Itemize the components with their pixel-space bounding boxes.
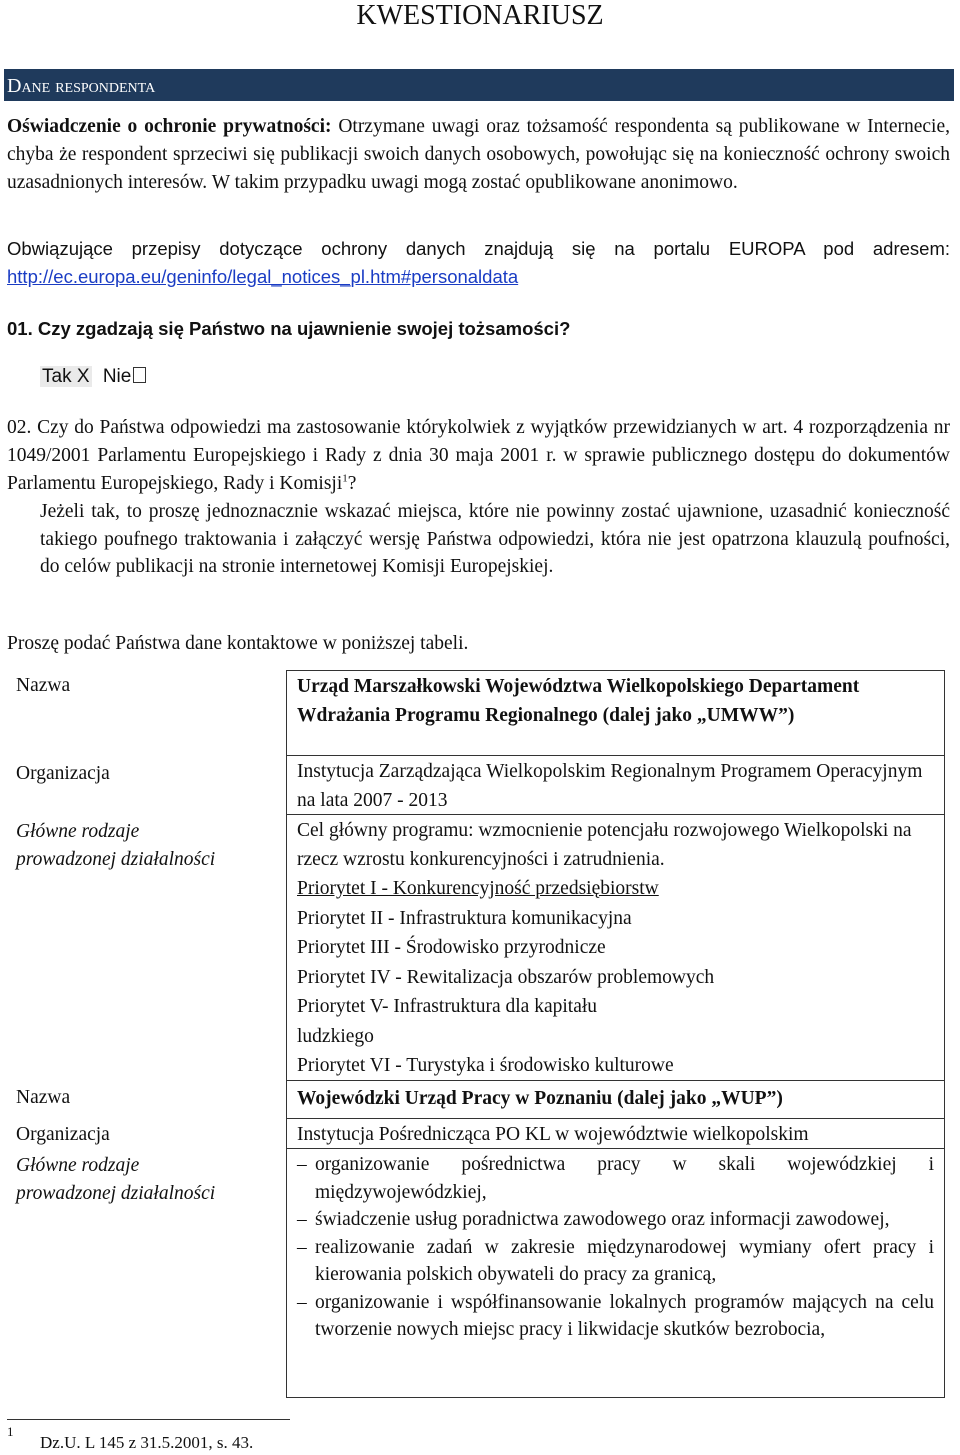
footnote-text: Dz.U. L 145 z 31.5.2001, s. 43. [40,1433,254,1452]
contact-intro: Proszę podać Państwa dane kontaktowe w poniższej tabeli. [7,633,469,654]
question-02-text: 02. Czy do Państwa odpowiedzi ma zastosowanie którykolwiek z wyjątków przewidzianych w art. 4 rozporządzenia nr 1049/2001 Parlamentu Europejskiego i Rady z dnia 30 maja 2001 r. w sprawie publicznego dostępu do dokumentów Parlamentu Europejskiego, Rady i Komisji [7,417,950,494]
dash-bullet: – [297,1291,307,1313]
question-02-end: ? [347,473,357,494]
label-activities-2a: Główne rodzaje [16,1155,140,1176]
dash-bullet: – [297,1154,307,1175]
footnote-separator [7,1419,290,1420]
entity1-goal: Cel główny programu: wzmocnienie potencjału rozwojowego Wielkopolski na rzecz wzrostu konkurencyjności i zatrudnienia. [297,820,912,870]
privacy-statement [7,113,950,197]
option-no[interactable] [103,366,147,387]
privacy-lead: Oświadczenie o ochronie prywatności: [7,116,332,137]
priority-item: ludzkiego [297,1025,374,1047]
label-activities-2b: prowadzonej działalności [16,1183,216,1204]
activity-text: świadczenie usług poradnictwa zawodowego oraz informacji zawodowej, [315,1209,890,1230]
option-no-label: Nie [102,366,132,387]
label-org-1: Organizacja [16,763,110,784]
question-01-options [40,363,146,391]
entity1-name: Urząd Marszałkowski Województwa Wielkopolskiego Departament Wdrażania Programu Regionalnego (dalej jako „UMWW”) [297,676,860,726]
list-item [297,1234,934,1289]
footnote-ref: 1 [342,472,348,485]
entity2-org-cell [286,1118,945,1149]
priority-item: Priorytet V- Infrastruktura dla kapitału [297,996,598,1017]
entity1-activities-cell [286,814,945,1081]
list-item [297,1151,934,1206]
priority-item: Priorytet III - Środowisko przyrodnicze [297,937,606,958]
activity-list [297,1151,934,1344]
entity2-activities-cell [286,1148,945,1398]
document-title: KWESTIONARIUSZ [356,0,604,31]
priority-item: Priorytet IV - Rewitalizacja obszarów problemowych [297,966,715,988]
section-header-label: Dane respondenta [7,75,156,97]
priority-item: Priorytet VI - Turystyka i środowisko kulturowe [297,1055,674,1076]
list-item [297,1289,934,1344]
question-02 [7,414,950,498]
priority-item: Priorytet II - Infrastruktura komunikacyjna [297,907,632,929]
question-02-instructions: Jeżeli tak, to proszę jednoznacznie wskazać miejsca, które nie powinny zostać ujawnione, uzasadnić konieczność takiego poufnego traktowania i załączyć wersję Państwa odpowiedzi, która nie jest opatrzona klauzulą poufności, do celów publikacji na stronie internetowej Komisji Europejskiej. [40,501,950,577]
privacy-text: Otrzymane uwagi oraz tożsamość respondenta są publikowane w Internecie, chyba że respondent sprzeciwi się publikacji swoich danych osobowych, powołując się na konieczność ochrony swoich uzasadnionych interesów. W takim przypadku uwagi mogą zostać opublikowane anonimowo. [7,116,951,193]
label-name-2: Nazwa [16,1087,71,1108]
dash-bullet: – [297,1236,307,1258]
entity1-name-cell [286,670,945,756]
regulation-link[interactable]: http://ec.europa.eu/geninfo/legal_notices_pl.htm#personaldata [7,266,519,287]
priority-item: Priorytet I - Konkurencyjność przedsiębiorstw [297,878,659,899]
question-01: 01. Czy zgadzają się Państwo na ujawnienie swojej tożsamości? [7,318,571,339]
regulation-statement [7,235,950,291]
footnote-number: 1 [7,1424,14,1439]
label-name-1: Nazwa [16,675,71,696]
regulation-text: Obwiązujące przepisy dotyczące ochrony danych znajdują się na portalu EUROPA pod adresem: [7,238,950,259]
label-activities-1b: prowadzonej działalności [16,849,216,870]
option-yes[interactable]: Tak X [42,366,90,387]
dash-bullet: – [297,1209,307,1230]
entity1-org: Instytucja Zarządzająca Wielkopolskim Regionalnym Programem Operacyjnym na lata 2007 - 2013 [297,761,923,811]
entity2-name: Wojewódzki Urząd Pracy w Poznaniu (dalej jako „WUP”) [297,1088,783,1109]
checkbox-icon[interactable] [133,367,146,383]
entity2-org: Instytucja Pośrednicząca PO KL w województwie wielkopolskim [297,1124,809,1145]
entity2-name-cell [286,1080,945,1119]
activity-text: realizowanie zadań w zakresie międzynarodowej wymiany ofert pracy i kierowania polskich obywateli do pracy za granicą, [315,1236,934,1285]
activity-text: organizowanie i współfinansowanie lokalnych programów mających na celu tworzenie nowych miejsc pracy i likwidacje skutków bezrobocia, [315,1291,934,1340]
label-activities-1a: Główne rodzaje [16,821,140,842]
activity-text: organizowanie pośrednictwa pracy w skali wojewódzkiej i międzywojewódzkiej, [315,1154,934,1203]
entity1-org-cell [286,755,945,815]
label-org-2: Organizacja [16,1124,110,1145]
list-item [297,1206,934,1234]
